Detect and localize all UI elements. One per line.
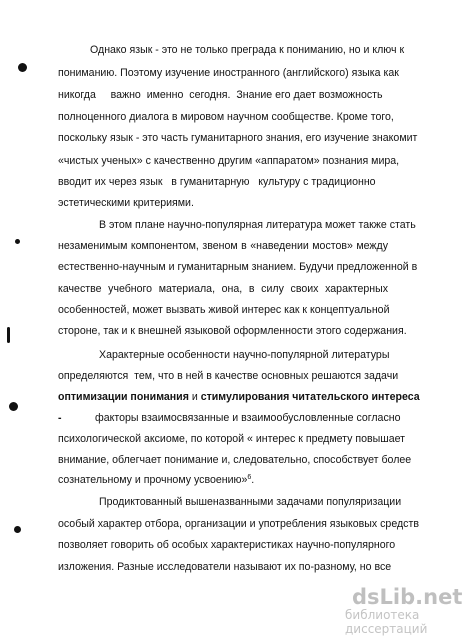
p4-line-2: особый характер отбора, организации и употребления языковых средств xyxy=(58,518,419,530)
p4-line-3: позволяет говорить об особых характеристиках научно-популярного xyxy=(58,539,396,551)
watermark-logo: dsLib.net xyxy=(352,585,462,609)
footnote-marker: 6 xyxy=(247,474,252,481)
bold-term-optimization: оптимизации понимания xyxy=(58,391,189,403)
p1-line-3: никогда важно именно сегодня. Знание его дает возможность xyxy=(58,89,383,101)
p2-line-4: качестве учебного материала, она, в силу своих характерных xyxy=(58,283,388,295)
scan-blot-2 xyxy=(15,239,20,244)
scan-blot-5 xyxy=(14,526,21,533)
p2-line-3: естественно-научным и гуманитарным знанием. Будучи предложенной в xyxy=(58,261,418,273)
p3-line-5: психологической аксиоме, по которой « интерес к предмету повышает xyxy=(58,433,406,445)
p1-line-2: пониманию. Поэтому изучение иностранного (английского) языка как xyxy=(58,67,399,79)
scan-blot-3 xyxy=(7,327,10,343)
p1-line-6: «чистых ученых» с качественно другим «аппаратом» познания мира, xyxy=(58,155,400,167)
p3-line-4: факторы взаимосвязанные и взаимообусловленные согласно xyxy=(95,412,401,424)
p2-line-5: особенностей, может вызвать живой интерес как к концептуальной xyxy=(58,304,390,316)
watermark-subtitle: библиотека диссертаций xyxy=(345,608,428,636)
p1-line-4: полноценного диалога в мировом научном сообществе. Кроме того, xyxy=(58,111,394,123)
p2-line-2: незаменимым компонентом, звеном в «наведении мостов» между xyxy=(58,240,388,252)
p1-line-5: поскольку язык - это часть гуманитарного знания, его изучение знакомит xyxy=(58,132,418,144)
p1-line-1: Однако язык - это не только преграда к пониманию, но и ключ к xyxy=(90,44,405,56)
p3-line-3 xyxy=(58,391,420,404)
p4-line-1: Продиктованный вышеназванными задачами популяризации xyxy=(99,496,402,508)
p1-line-8: эстетическими критериями. xyxy=(58,197,194,209)
scan-blot-4 xyxy=(9,402,18,411)
p1-line-7: вводит их через язык в гуманитарную культуру с традиционно xyxy=(58,176,376,188)
bold-term-stimulation: стимулирования читательского интереса xyxy=(200,391,420,403)
conjunction: и xyxy=(188,391,201,403)
p3-line-7 xyxy=(58,474,254,487)
scan-blot-1 xyxy=(18,63,27,72)
p4-line-4: изложения. Разные исследователи называют их по-разному, но все xyxy=(58,561,392,573)
p2-line-1: В этом плане научно-популярная литература может также стать xyxy=(99,219,416,231)
p2-line-6: стороне, так и к внешней языковой оформленности этого содержания. xyxy=(58,325,407,337)
p3-line-7-end: . xyxy=(251,474,255,486)
p3-dash: - xyxy=(58,412,62,424)
p3-line-2: определяются тем, что в ней в качестве основных решаются задачи xyxy=(58,370,399,382)
p3-line-6: внимание, облегчает понимание и, следовательно, способствует более xyxy=(58,454,412,466)
p3-line-7-text: сознательному и прочному усвоению» xyxy=(58,474,248,486)
p3-line-1: Характерные особенности научно-популярной литературы xyxy=(99,349,390,361)
